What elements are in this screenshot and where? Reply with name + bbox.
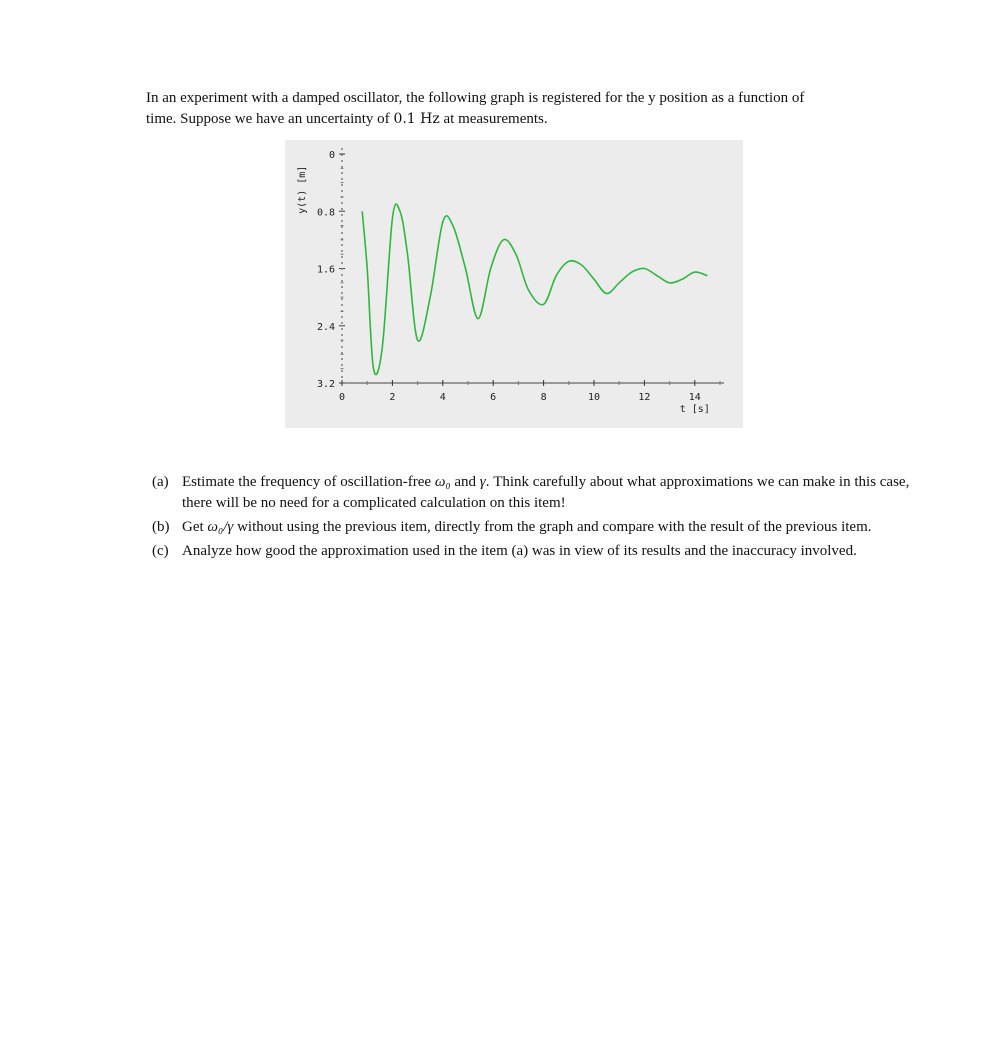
question-a <box>152 472 932 514</box>
y-tick-label: 1.6 <box>316 264 335 276</box>
chart-canvas <box>285 140 743 428</box>
question-text-part: Estimate the frequency of oscillation-free <box>182 474 435 490</box>
question-label: (b) <box>152 519 170 535</box>
x-tick-label: 14 <box>688 392 701 403</box>
question-text: Analyze how good the approximation used in the item (a) was in view of its results and the inaccuracy involved. <box>182 543 857 559</box>
problem-statement <box>146 88 886 130</box>
question-label: (a) <box>152 474 169 490</box>
x-tick-label: 2 <box>389 392 396 403</box>
question-list <box>152 472 932 565</box>
question-c <box>152 541 932 562</box>
y-tick-label: 0.8 <box>316 207 335 219</box>
x-tick-label: 12 <box>638 392 651 403</box>
x-tick-label: 10 <box>587 392 601 403</box>
question-text <box>182 472 932 514</box>
question-text-part: . Think carefully about what approximations we can make in this case, there will be no need for a complicated calculation on this item! <box>182 474 910 511</box>
x-tick-label: 8 <box>540 392 547 403</box>
x-tick-label: 6 <box>490 392 497 403</box>
series-line-yt <box>362 204 707 375</box>
uncertainty-value: 0.1 Hz <box>393 111 440 127</box>
omega-over-gamma-symbol: ω₀/γ <box>207 519 234 535</box>
question-text-part: Get <box>182 519 208 535</box>
y-tick-label: 2.4 <box>316 321 335 333</box>
omega-zero-symbol: ω₀ <box>434 474 451 490</box>
x-tick-label: 0 <box>338 392 346 403</box>
y-axis-title: y(t) [m] <box>297 165 308 214</box>
question-text-part: without using the previous item, directly from the graph and compare with the result of the previous item. <box>233 519 872 535</box>
question-label: (c) <box>152 543 169 559</box>
question-text <box>182 517 932 538</box>
damped-oscillation-chart <box>285 140 743 428</box>
x-tick-label: 4 <box>439 392 446 403</box>
y-tick-label: 3.2 <box>316 379 335 390</box>
y-tick-label: 0 <box>328 150 335 161</box>
x-axis-title: t [s] <box>679 404 710 415</box>
intro-line1: In an experiment with a damped oscillator, the following graph is registered for the y position as a function of <box>146 90 805 106</box>
question-text-part: and <box>450 474 480 490</box>
question-b <box>152 517 932 538</box>
intro-line2-prefix: time. Suppose we have an uncertainty of <box>146 111 394 127</box>
intro-line2-suffix: at measurements. <box>439 111 548 127</box>
gamma-symbol: γ <box>479 474 486 490</box>
